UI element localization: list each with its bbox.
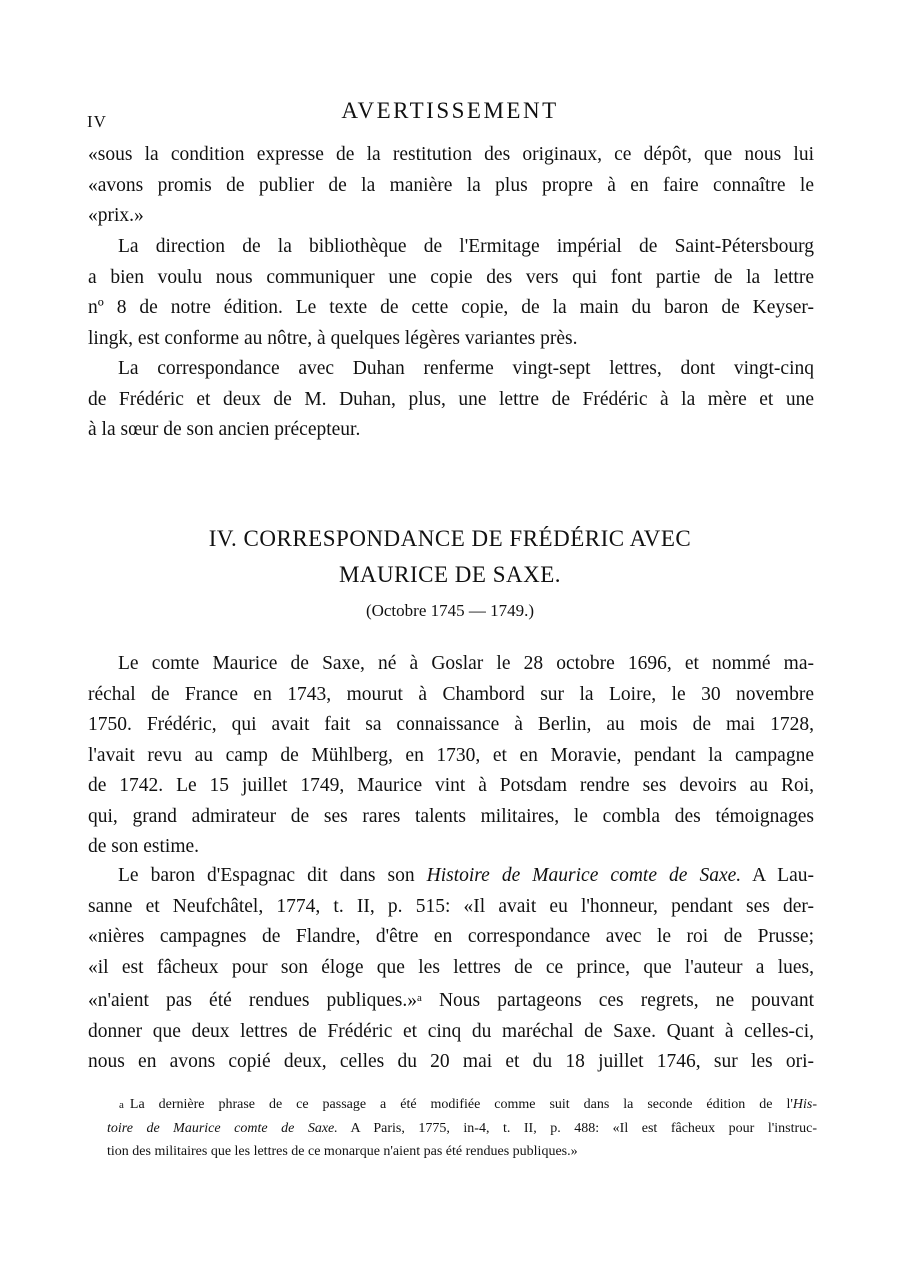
text-line xyxy=(88,861,814,892)
section-dates: (Octobre 1745 — 1749.) xyxy=(365,601,535,620)
footnote-line xyxy=(107,1117,817,1140)
book-title-italic: toire de Maurice comte de Saxe. xyxy=(107,1121,338,1136)
footnote-line xyxy=(107,1093,817,1117)
text-line: a bien voulu nous communiquer une copie des vers qui font partie de la lettre xyxy=(88,266,814,288)
book-title-italic: His- xyxy=(792,1097,817,1112)
section-title-line-2: MAURICE DE SAXE. xyxy=(338,562,562,587)
paragraph-duhan xyxy=(88,354,814,446)
text-line: «avons promis de publier de la manière la plus propre à en faire connaître le xyxy=(88,174,814,196)
text-line: La direction de la bibliothèque de l'Ermitage impérial de Saint-Pétersbourg xyxy=(118,236,814,257)
text-line: lingk, est conforme au nôtre, à quelques légères variantes près. xyxy=(88,327,578,349)
text-run: Le baron d'Espagnac dit dans son xyxy=(118,865,427,886)
text-line: La correspondance avec Duhan renferme vingt-sept lettres, dont vingt-cinq xyxy=(118,358,814,379)
book-title-italic: Histoire de Maurice comte de Saxe. xyxy=(426,865,742,886)
footnote xyxy=(107,1093,817,1163)
paragraph-maurice-biography xyxy=(88,649,814,863)
paragraph-quote-continuation xyxy=(88,140,814,232)
section-title-line-1: IV. CORRESPONDANCE DE FRÉDÉRIC AVEC xyxy=(208,526,692,551)
text-line: nous en avons copié deux, celles du 20 mai et du 18 juillet 1746, sur les ori- xyxy=(88,1051,814,1072)
text-line: «prix.» xyxy=(88,205,144,226)
text-run: A Paris, 1775, in-4, t. II, p. 488: «Il est fâcheux pour l'instruc- xyxy=(337,1121,817,1136)
text-line: de 1742. Le 15 juillet 1749, Maurice vint à Potsdam rendre ses devoirs au Roi, xyxy=(88,775,814,796)
text-line: réchal de France en 1743, mourut à Chambord sur la Loire, le 30 novembre xyxy=(88,683,814,705)
text-run: A Lau- xyxy=(741,865,814,886)
text-line: 1750. Frédéric, qui avait fait sa connaissance à Berlin, au mois de mai 1728, xyxy=(88,714,814,735)
text-run: La dernière phrase de ce passage a été modifiée comme suit dans la seconde édition de l' xyxy=(129,1097,793,1112)
text-line: l'avait revu au camp de Mühlberg, en 1730, et en Moravie, pendant la campagne xyxy=(88,744,814,766)
text-line: «il est fâcheux pour son éloge que les lettres de ce prince, que l'auteur a lues, xyxy=(88,956,814,978)
text-line: de son estime. xyxy=(88,836,200,857)
paragraph-ermitage xyxy=(88,232,814,354)
text-run: Nous partageons ces regrets, ne pouvant xyxy=(421,990,814,1011)
text-line: «nières campagnes de Flandre, d'être en correspondance avec le roi de Prusse; xyxy=(88,926,814,947)
text-line: à la sœur de son ancien précepteur. xyxy=(88,419,361,440)
footnote-reference: a xyxy=(417,992,422,1004)
page-number: IV xyxy=(87,112,107,131)
text-run: «n'aient pas été rendues publiques.» xyxy=(88,990,417,1011)
text-line: donner que deux lettres de Frédéric et cinq du maréchal de Saxe. Quant à celles-ci, xyxy=(88,1020,814,1042)
text-line: «sous la condition expresse de la restitution des originaux, ce dépôt, que nous lui xyxy=(88,144,814,165)
text-line: nº 8 de notre édition. Le texte de cette copie, de la main du baron de Keyser- xyxy=(88,297,814,318)
running-title: AVERTISSEMENT xyxy=(341,98,559,123)
text-line: sanne et Neufchâtel, 1774, t. II, p. 515: «Il avait eu l'honneur, pendant ses der- xyxy=(88,895,814,917)
paragraph-espagnac xyxy=(88,861,814,1078)
text-line: Le comte Maurice de Saxe, né à Goslar le 28 octobre 1696, et nommé ma- xyxy=(118,653,814,674)
text-line xyxy=(88,983,814,1017)
footnote-mark: a xyxy=(119,1099,124,1111)
text-line: de Frédéric et deux de M. Duhan, plus, une lettre de Frédéric à la mère et une xyxy=(88,388,814,410)
footnote-line: tion des militaires que les lettres de ce monarque n'aient pas été rendues publiques.» xyxy=(107,1144,578,1159)
text-line: qui, grand admirateur de ses rares talents militaires, le combla des témoignages xyxy=(88,805,814,827)
